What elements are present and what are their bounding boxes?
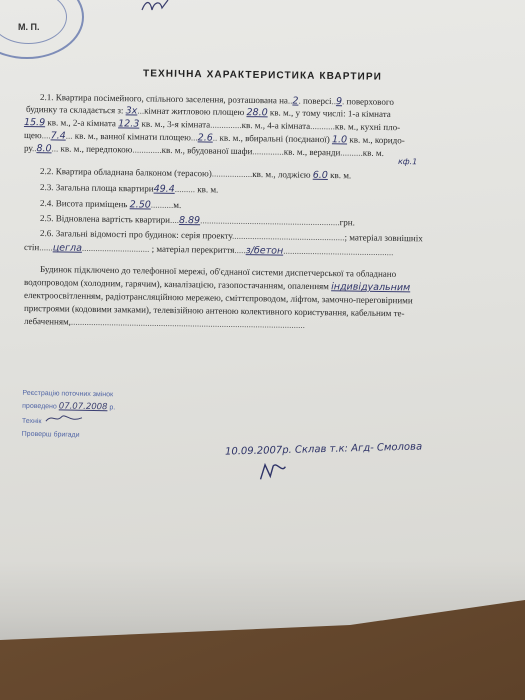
stamp-place-label: М. П. bbox=[18, 22, 40, 32]
kitchen-value: 7.4 bbox=[50, 130, 66, 142]
line-2-6-a: 2.6. Загальні відомості про будинок: серія проекту..................................................; матеріал зовнішніх bbox=[39, 228, 423, 244]
bathroom-value: 2.6 bbox=[197, 132, 213, 144]
floor-value: 2 bbox=[292, 95, 299, 107]
equipment-line-1: Будинок підключено до телефонної мережі, об'єднаної системи диспетчерської та обладнано bbox=[39, 264, 397, 279]
walls-value: цегла bbox=[52, 242, 83, 254]
prepared-by-note: 10.09.2007р. Склав т.к: Агд- Смолова bbox=[224, 441, 423, 458]
height-value: 2.50 bbox=[129, 199, 151, 211]
page-title: ТЕХНІЧНА ХАРАКТЕРИСТИКА КВАРТИРИ bbox=[142, 68, 383, 83]
equipment-line-3: електроосвітленням, радіотрансляційною мережею, сміттєпроводом, ліфтом, замочно-переговірними bbox=[23, 290, 413, 306]
technician-label: Технік bbox=[21, 417, 42, 426]
line-2-4: 2.4. Висота приміщень 2.50..........м. bbox=[39, 198, 182, 211]
loggia-value: 6.0 bbox=[312, 169, 328, 182]
floors-total-value: 9 bbox=[335, 96, 343, 108]
line-2-1-e: ру..8.0... кв. м., передпокою.............кв. м., вбудованої шафи..............кв. м., веранди..........кв. м. bbox=[23, 143, 384, 159]
line-2-1-c: 15.9 кв. м., 2-а кімната 12.3 кв. м., 3-я кімната..............кв. м., 4-а кімната...........кв. м., кухні пло- bbox=[23, 117, 401, 133]
line-2-6-b: стін......цегла.............................. ; матеріал перекриття.....з/бетон................................................. bbox=[23, 242, 394, 258]
line-2-3: 2.3. Загальна площа квартири49.4......... кв. м. bbox=[39, 182, 219, 195]
floor-material-value: з/бетон bbox=[245, 245, 284, 257]
line-2-1-d: щею....7.4... кв. м., ванної кімнати площею...2.6.. кв. м., вбиральні (поєднаної) 1.0 кв. м., коридо- bbox=[23, 130, 405, 146]
loggia-count-note: кф.1 bbox=[397, 157, 418, 167]
heating-value: індивідуальним bbox=[331, 281, 411, 294]
room1-value: 15.9 bbox=[23, 117, 46, 129]
line-2-1-a: 2.1. Квартира посімейного, спільного заселення, розташована на..2. поверсі..9. поверхового bbox=[39, 92, 394, 108]
equipment-line-2: водопроводом (холодним, гарячим), каналізацією, газопостачанням, опаленням індивідуальним bbox=[23, 277, 411, 294]
top-signature-scribble bbox=[140, 0, 170, 12]
registration-stamp: Реєстрацію поточних змінок проведено 07.07.2008 р. Технік Проверш бригади bbox=[22, 387, 163, 445]
cost-value: 8.89 bbox=[178, 214, 201, 227]
registration-date: 07.07.2008 bbox=[58, 401, 108, 413]
equipment-line-4: пристроями (кодовими замками), телевізійною антеною колективного користування, кабельним те- bbox=[23, 303, 405, 319]
rooms-value: 3х bbox=[125, 105, 138, 117]
equipment-line-5: лебаченням,........................................................................................................ bbox=[23, 316, 306, 330]
brigade-label: Проверш бригади bbox=[21, 430, 80, 439]
toilet-value: 1.0 bbox=[331, 134, 348, 146]
living-area-value: 28.0 bbox=[246, 107, 268, 119]
technician-signature bbox=[43, 416, 83, 427]
room2-value: 12.3 bbox=[118, 118, 140, 130]
total-area-value: 49.4 bbox=[153, 183, 175, 195]
line-2-1-b: будинку та складається з: 3х...кімнат житловою площею 28.0 кв. м., у тому числі: 1-а кімната bbox=[25, 104, 391, 120]
bottom-signature-scribble bbox=[257, 459, 290, 489]
corridor-value: 8.0 bbox=[36, 143, 52, 155]
registration-stamp-heading: Реєстрацію поточних змінок bbox=[22, 389, 114, 399]
line-2-5: 2.5. Відновлена вартість квартири....8.89..............................................................грн. bbox=[39, 213, 355, 228]
registration-done-label: проведено bbox=[22, 402, 57, 411]
line-2-2: 2.2. Квартира обладнана балконом (терасою)..................кв. м., лоджією 6.0 кв. м. bbox=[39, 166, 352, 182]
